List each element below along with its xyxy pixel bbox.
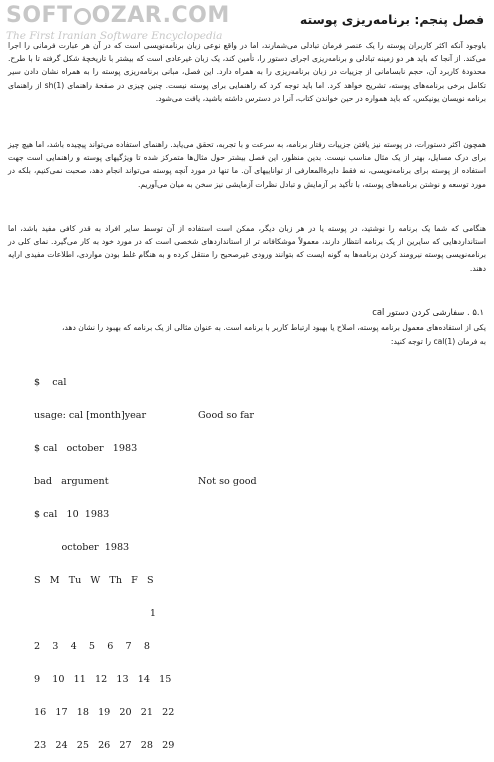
code-line: october 1983 <box>34 542 130 553</box>
code-line: 1 <box>34 608 156 619</box>
code-line: $ cal <box>34 377 67 388</box>
watermark-subtitle: The First Iranian Software Encyclopedia <box>6 30 223 42</box>
code-line: usage: cal [month]year Good so far <box>34 410 255 421</box>
code-line: 9 10 11 12 13 14 15 <box>34 674 172 685</box>
code-line: $ cal october 1983 <box>34 443 138 454</box>
code-line: bad argument Not so good <box>34 476 257 487</box>
code-comment: Good so far <box>198 410 255 421</box>
code-line: 23 24 25 26 27 28 29 <box>34 740 175 751</box>
code-comment: Not so good <box>198 476 257 487</box>
intro-line-2: به فرمان (1)cal را توجه کنید: <box>390 337 486 346</box>
paragraph-1: باوجود آنکه اکثر کاربران پوسته را یک عنصر فرمان تبادلی می‌شمارند، اما در واقع نوعی زبان برنامه‌نویسی است که در آن هر عبارت فرمانی را اجرا می‌کند. از آنجا که باید هر دو زمینه تبادلی و برنامه‌ریزی اجرای دستور را، تأمین کند، یک زبان غیرعادی است که بیشتر با تاریخچهٔ شکل گرفته تا با طرح. محدودهٔ کاربرد آن، حجم نابسامانی از جزییات در زبان برنامه‌ریزی را به همراه دارد. این فصل، مبانی برنامه‌ریزی پوسته را به همراه نشان دادن سیر تکامل برخی برنامه‌های پوسته، تشریح خواهد کرد. اما باید توجه کرد که راهنمایی برای پوسته نیست. چنین چیزی در صفحهٔ راهنمای (1)sh از راهنمای برنامه نویسان یونیکس، که باید همواره در حین خواندن کتاب، آنرا در دسترس داشته باشید، یافت می‌شود. <box>8 41 487 103</box>
terminal-transcript <box>34 355 257 762</box>
paragraph-3: هنگامی که شما یک برنامه را نوشتید، در پوسته یا در هر زبان دیگر، ممکن است استفاده از آن توسط سایر افراد به قدر کافی مفید باشد، اما استانداردهایی که سایرین از یک برنامه انتظار دارند، معمولاً موشکافانه تر از استانداردهای شخصی است که در مورد خود به کار می‌گیرد. نمای کلی در برنامه‌نویسی پوسته نیرومند کردن برنامه‌ها به گونه ایست که بتوانند ورودی غیرصحیح را منتقل کرده و به هنگام غلط بودن مواردی، اطلاعات مفیدی ارایه دهند. <box>8 224 486 273</box>
section-heading: ۵.۱ . سفارشی کردن دستور cal <box>372 307 484 317</box>
code-line: 2 3 4 5 6 7 8 <box>34 641 150 652</box>
watermark-logo-circle-icon <box>74 8 91 25</box>
watermark-logo: SOFT OZAR.COM <box>6 3 230 28</box>
paragraph-2: همچون اکثر دستورات، در پوسته نیز یافتن جزییات رفتار برنامه، به سرعت و با تجربه، تحقق می‌یابد. راهنمای استفاده می‌تواند پیچیده باشد، اما هیچ چیز برای درک مسایل، بهتر از یک مثال مناسب نیست. بدین منظور، این فصل بیشتر حول مثال‌ها متمرکز شده تا ویژگیهای پوسته و راهنمایی است جهت استفاده از پوسته برای برنامه‌نویسی، نه فقط دایرهٔ‌المعارفی از تواناییهای آن. ما تنها در مورد آنچه پوسته می‌تواند انجام دهد، صحبت نمی‌کنیم، بلکه در مورد توسعه و نوشتن برنامه‌های پوسته، با تأکید بر آزمایش و تبادل نظرات آزمایشی نیز سخن به میان می‌آوریم. <box>8 140 486 189</box>
chapter-heading: فصل پنجم: برنامه‌ریزی پوسته <box>299 12 484 27</box>
intro-line-1: یکی از استفاده‌های معمول برنامه پوسته، اصلاح یا بهبود ارتباط کاربر با برنامه است. به عنوان مثالی از یک برنامه که بهبود را نشان دهد، <box>62 323 486 332</box>
code-line: 16 17 18 19 20 21 22 <box>34 707 175 718</box>
code-line: $ cal 10 1983 <box>34 509 110 520</box>
code-line: S M Tu W Th F S <box>34 575 154 586</box>
